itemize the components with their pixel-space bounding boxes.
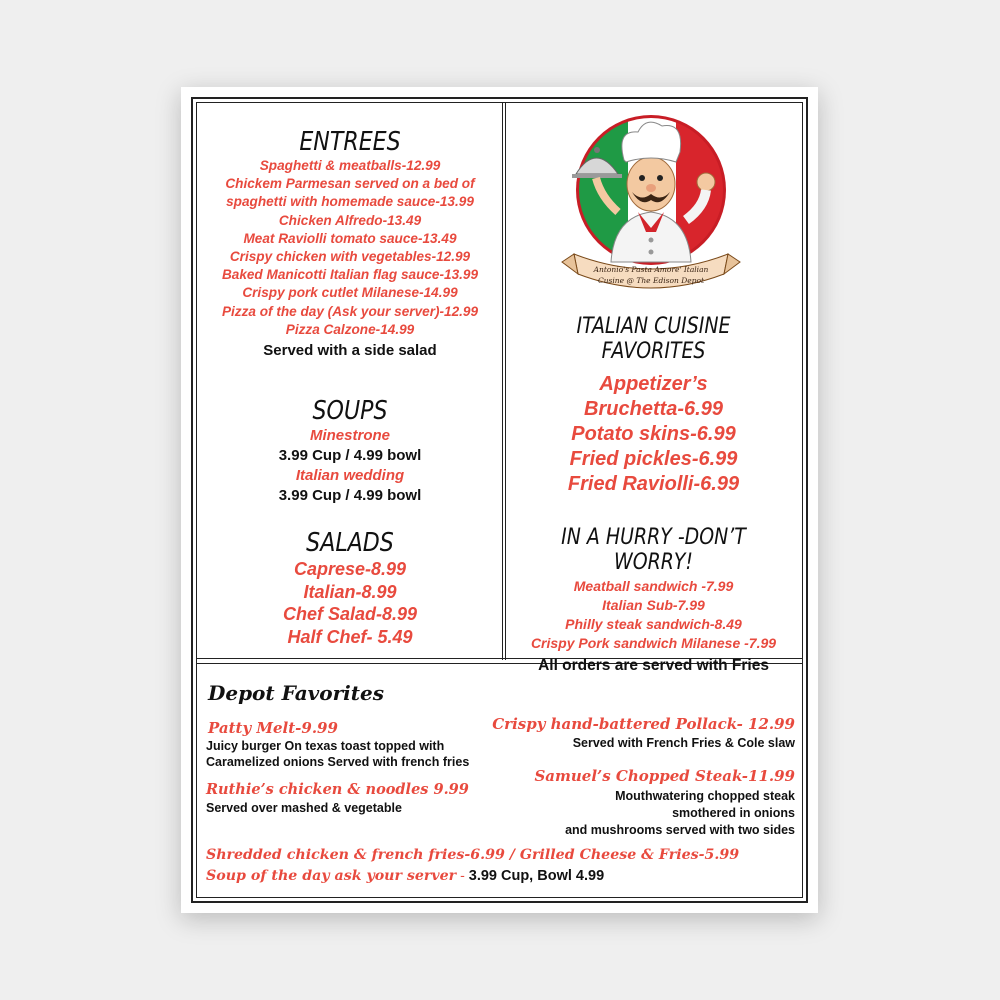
desc-line: and mushrooms served with two sides: [565, 823, 795, 837]
pollack-desc: Served with French Fries & Cole slaw: [572, 736, 795, 750]
salad-item: Half Chef- 5.49: [287, 626, 413, 647]
hurry-title: IN A HURRY -DON’T WORRY!: [561, 525, 746, 575]
hurry-list: [506, 577, 801, 675]
bottom-line-1: Shredded chicken & french fries-6.99 / Grilled Cheese & Fries-5.99: [206, 847, 740, 863]
desc-line: Mouthwatering chopped steak: [615, 789, 795, 803]
salad-item: Caprese-8.99: [293, 559, 407, 580]
entree-item: Chickem Parmesan served on a bed of: [225, 176, 475, 192]
entree-item: Pizza of the day (Ask your server)-12.99: [221, 303, 479, 319]
soup-price: 3.99 Cup / 4.99 bowl: [278, 447, 422, 465]
appetizer-item: Fried Raviolli-6.99: [567, 473, 740, 495]
patty-melt-desc: [206, 738, 469, 770]
entree-item: Chicken Alfredo-13.49: [278, 212, 422, 228]
entree-item: Spaghetti & meatballs-12.99: [259, 158, 441, 173]
appetizer-item: Fried pickles-6.99: [569, 448, 738, 470]
ruthie-desc: Served over mashed & vegetable: [206, 801, 402, 815]
menu-sheet: [181, 87, 818, 913]
ruthie-name: Ruthie’s chicken & noodles 9.99: [206, 781, 469, 798]
favorites-title: ITALIAN CUISINE FAVORITES: [576, 314, 731, 364]
patty-melt-name: Patty Melt-9.99: [208, 719, 338, 737]
sandwich-item: Crispy Pork sandwich Milanese -7.99: [530, 635, 777, 651]
salads-list: [198, 558, 502, 648]
soup-of-day: Soup of the day ask your server: [206, 868, 457, 884]
entree-item: Meat Raviolli tomato sauce-13.49: [243, 230, 457, 246]
sandwich-item: Meatball sandwich -7.99: [573, 578, 734, 594]
desc-line: smothered in onions: [672, 806, 795, 820]
entree-item: spaghetti with homemade sauce-13.99: [226, 194, 474, 210]
entrees-title: ENTREES: [299, 127, 401, 157]
entree-item: Crispy pork cutlet Milanese-14.99: [242, 285, 458, 301]
salads-title: SALADS: [306, 528, 394, 559]
soups-list: [198, 426, 502, 506]
banner-text-1: Antonio's Pasta Amore' Italian: [593, 265, 709, 274]
depot-title: Depot Favorites: [208, 681, 384, 705]
entrees-note: Served with a side salad: [263, 342, 437, 360]
entree-item: Crispy chicken with vegetables-12.99: [229, 249, 471, 265]
entree-item: Pizza Calzone-14.99: [285, 321, 415, 337]
sandwich-item: Philly steak sandwich-8.49: [565, 616, 742, 632]
appetizer-item: Bruchetta-6.99: [584, 398, 723, 420]
steak-desc: [565, 788, 795, 839]
ok-hand-icon: [697, 173, 715, 191]
soup-name: Minestrone: [309, 427, 390, 445]
banner-text-2: Cusine @ The Edison Depot: [597, 276, 705, 285]
depot-favorites-section: [198, 665, 801, 890]
chef-logo: [556, 112, 746, 297]
soup-of-day-price: 3.99 Cup, Bowl 4.99: [468, 868, 605, 884]
steak-name: Samuel’s Chopped Steak-11.99: [534, 767, 795, 785]
soup-price: 3.99 Cup / 4.99 bowl: [278, 487, 422, 505]
appetizer-item: Potato skins-6.99: [571, 423, 736, 445]
desc-line: Juicy burger On texas toast topped with: [206, 739, 445, 753]
hurry-note: All orders are served with Fries: [538, 657, 769, 674]
right-column: [506, 314, 801, 675]
pollack-name: Crispy hand-battered Pollack- 12.99: [492, 715, 795, 733]
dash: -: [456, 868, 469, 884]
soups-title: SOUPS: [312, 396, 388, 427]
sandwich-item: Italian Sub-7.99: [602, 597, 705, 613]
favorites-list: [506, 372, 801, 497]
entrees-list: [198, 157, 502, 360]
entree-item: Baked Manicotti Italian flag sauce-13.99: [221, 267, 479, 283]
bottom-line-2: [206, 868, 604, 884]
salad-item: Chef Salad-8.99: [282, 604, 418, 625]
soup-name: Italian wedding: [295, 467, 405, 485]
left-column: [198, 107, 502, 648]
salad-item: Italian-8.99: [303, 581, 397, 602]
desc-line: Caramelized onions Served with french fries: [206, 755, 470, 769]
appetizer-heading: Appetizer’s: [599, 373, 708, 395]
